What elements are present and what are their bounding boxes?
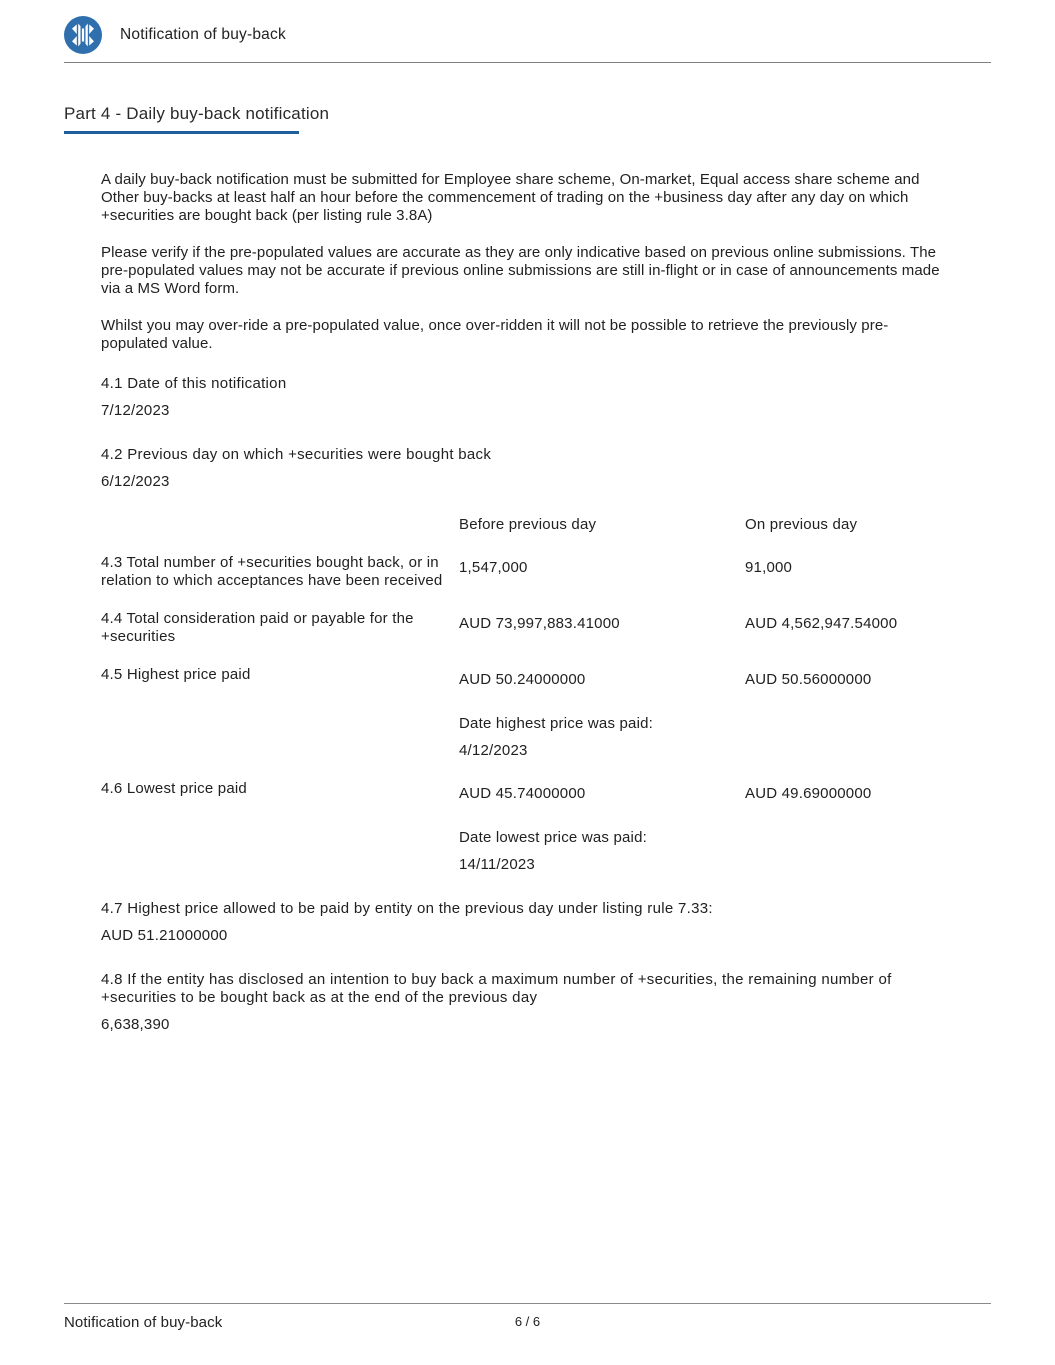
- col-header-before-previous-day: Before previous day: [459, 516, 597, 533]
- row-4-5-value-on: AUD 50.56000000: [745, 671, 872, 688]
- question-4-1-label: 4.1 Date of this notification: [101, 375, 287, 392]
- row-4-4-value-on: AUD 4,562,947.54000: [745, 615, 898, 632]
- page-footer: [64, 1303, 991, 1331]
- date-lowest-price-label: Date lowest price was paid:: [459, 829, 647, 846]
- table-row-4-5: [101, 666, 946, 760]
- row-4-4-label: 4.4 Total consideration paid or payable for the +securities: [101, 610, 414, 645]
- row-4-6-sub-block: [459, 829, 946, 874]
- table-header-spacer: [101, 516, 459, 534]
- question-4-1-value: 7/12/2023: [101, 402, 170, 419]
- date-highest-price-label: Date highest price was paid:: [459, 715, 654, 732]
- table-header-row: [101, 516, 946, 534]
- question-4-7: [101, 900, 946, 945]
- row-4-6-label: 4.6 Lowest price paid: [101, 780, 247, 797]
- buyback-table: [101, 516, 946, 874]
- question-4-8-value: 6,638,390: [101, 1016, 170, 1033]
- page-header: [64, 12, 991, 58]
- table-row-4-6: [101, 780, 946, 874]
- part-4-heading-underline: [64, 131, 299, 134]
- question-4-2: [101, 446, 946, 491]
- question-4-7-value: AUD 51.21000000: [101, 927, 228, 944]
- date-lowest-price-value: 14/11/2023: [459, 856, 535, 873]
- footer-title: Notification of buy-back: [64, 1314, 223, 1331]
- intro-paragraph-2: Please verify if the pre-populated values are accurate as they are only indicative based on previous online submissions. The pre-populated values may not be accurate if previous online submissions are still in-flight or in case of announcements made via a MS Word form.: [101, 244, 940, 297]
- header-divider: [64, 62, 991, 63]
- row-4-5-value-before: AUD 50.24000000: [459, 671, 586, 688]
- table-row-4-3: [101, 554, 946, 590]
- part-4-heading: Part 4 - Daily buy-back notification: [64, 104, 330, 123]
- row-4-6-value-before: AUD 45.74000000: [459, 785, 586, 802]
- row-4-3-value-before: 1,547,000: [459, 559, 528, 576]
- row-4-5-label: 4.5 Highest price paid: [101, 666, 251, 683]
- col-header-on-previous-day: On previous day: [745, 516, 858, 533]
- row-4-4-value-before: AUD 73,997,883.41000: [459, 615, 620, 632]
- question-4-8: [101, 971, 946, 1034]
- question-4-1: [101, 375, 946, 420]
- document-title: Notification of buy-back: [120, 26, 286, 43]
- footer-inner: [64, 1304, 991, 1331]
- question-4-2-label: 4.2 Previous day on which +securities were bought back: [101, 446, 492, 463]
- intro-paragraph-1: A daily buy-back notification must be submitted for Employee share scheme, On-market, Equal access share scheme and Other buy-backs at least half an hour before the commencement of trading on the +business day after any day on which +securities are bought back (per listing rule 3.8A): [101, 171, 920, 224]
- question-4-2-value: 6/12/2023: [101, 473, 170, 490]
- row-4-5-sub-block: [459, 715, 946, 760]
- row-4-6-value-on: AUD 49.69000000: [745, 785, 872, 802]
- row-4-3-value-on: 91,000: [745, 559, 793, 576]
- asx-logo-icon: [64, 16, 102, 54]
- page-indicator: 6 / 6: [514, 1314, 541, 1329]
- row-4-3-label: 4.3 Total number of +securities bought back, or in relation to which acceptances have been received: [101, 554, 443, 589]
- content-area: [101, 171, 946, 1034]
- question-4-8-label: 4.8 If the entity has disclosed an intention to buy back a maximum number of +securities, the remaining number of +securities to be bought back as at the end of the previous day: [101, 971, 892, 1006]
- question-4-7-label: 4.7 Highest price allowed to be paid by entity on the previous day under listing rule 7.33:: [101, 900, 713, 917]
- date-highest-price-value: 4/12/2023: [459, 742, 528, 759]
- table-row-4-4: [101, 610, 946, 646]
- intro-paragraph-3: Whilst you may over-ride a pre-populated value, once over-ridden it will not be possible to retrieve the previously pre-populated value.: [101, 317, 889, 352]
